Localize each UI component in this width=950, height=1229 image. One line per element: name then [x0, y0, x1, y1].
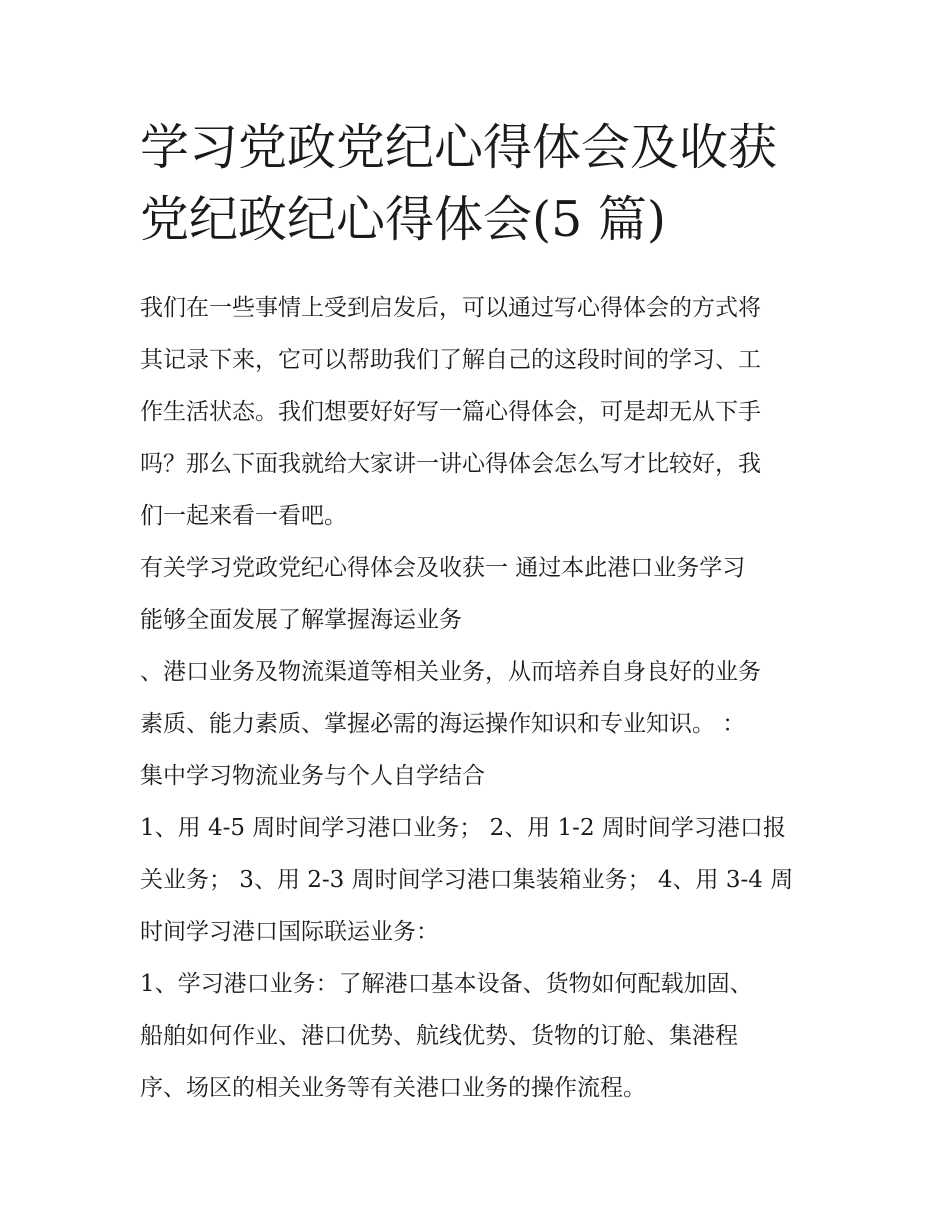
text-line: 能够全面发展了解掌握海运业务 [140, 607, 462, 633]
text-line: 序、场区的相关业务等有关港口业务的操作流程。 [140, 1075, 646, 1101]
text-line: 船舶如何作业、港口优势、航线优势、货物的订舱、集港程 [140, 1023, 738, 1049]
title-line: 学习党政党纪心得体会及收获 [140, 119, 778, 176]
schedule-paragraph [140, 802, 820, 958]
text-line: 素质、能力素质、掌握必需的海运操作知识和专业知识。 ： [140, 711, 746, 737]
text-line: 关业务； 3、用 2-3 周时间学习港口集装箱业务； 4、用 3-4 周 [140, 867, 794, 893]
port-business-paragraph [140, 958, 820, 1114]
title-line: 党纪政纪心得体会(5 篇) [140, 191, 666, 248]
text-line: 们一起来看一看吧。 [140, 503, 347, 529]
intro-paragraph [140, 282, 820, 542]
text-line: 我们在一些事情上受到启发后，可以通过写心得体会的方式将 [140, 295, 761, 321]
text-line: 集中学习物流业务与个人自学结合 [140, 763, 485, 789]
document-body [140, 282, 820, 1114]
text-line: 1、用 4-5 周时间学习港口业务； 2、用 1-2 周时间学习港口报 [140, 815, 786, 841]
document-title [140, 112, 840, 256]
text-line: 作生活状态。我们想要好好写一篇心得体会，可是却无从下手 [140, 399, 761, 425]
text-line: 有关学习党政党纪心得体会及收获一 通过本此港口业务学习 [140, 555, 746, 581]
text-line: 、港口业务及物流渠道等相关业务，从而培养自身良好的业务 [140, 659, 761, 685]
section-one-paragraph [140, 542, 820, 646]
text-line: 其记录下来，它可以帮助我们了解自己的这段时间的学习、工 [140, 347, 761, 373]
business-scope-paragraph [140, 646, 820, 802]
text-line: 吗？那么下面我就给大家讲一讲心得体会怎么写才比较好，我 [140, 451, 761, 477]
text-line: 时间学习港口国际联运业务： [140, 919, 439, 945]
text-line: 1、学习港口业务：了解港口基本设备、货物如何配载加固、 [140, 971, 753, 997]
